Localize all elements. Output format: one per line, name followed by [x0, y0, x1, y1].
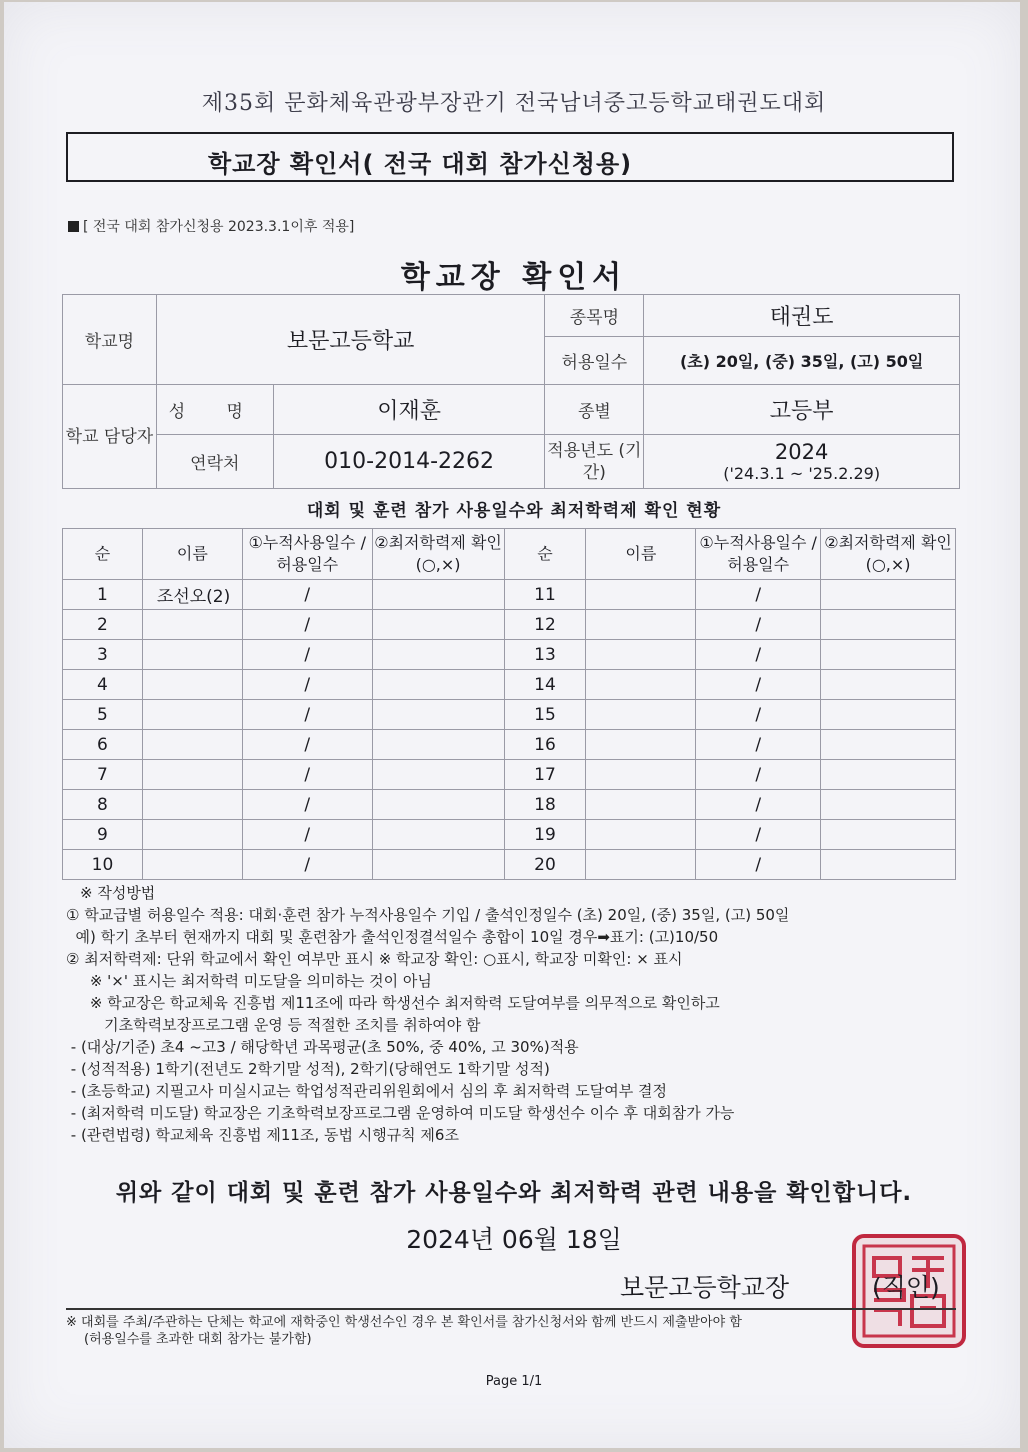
school-info-table	[62, 294, 960, 489]
row-no: 7	[63, 760, 143, 790]
row-no: 1	[63, 580, 143, 610]
row-name	[586, 850, 696, 880]
row-name	[142, 670, 242, 700]
method-line: - (대상/기준) 초4 ~고3 / 해당학년 과목평균(초 50%, 중 40%, 고 30%)적용	[66, 1038, 579, 1056]
method-line: 예) 학기 초부터 현재까지 대회 및 훈련참가 출석인정결석일수 총합이 10일 경우➡표기: (고)10/50	[66, 928, 719, 946]
row-name	[586, 730, 696, 760]
status-table	[62, 528, 956, 880]
row-days: /	[696, 700, 821, 730]
row-no: 20	[504, 850, 586, 880]
allow-value: (초) 20일, (중) 35일, (고) 50일	[644, 337, 960, 385]
row-name	[586, 820, 696, 850]
row-no: 5	[63, 700, 143, 730]
box-title: 학교장 확인서( 전국 대회 참가신청용)	[208, 150, 633, 178]
method-lines	[66, 904, 966, 1146]
table-row	[63, 700, 956, 730]
row-no: 13	[504, 640, 586, 670]
contact-value: 010-2014-2262	[273, 435, 545, 489]
row-days: /	[242, 610, 372, 640]
row-name	[142, 700, 242, 730]
col-days-header: ①누적사용일수 /허용일수	[242, 529, 372, 580]
method-line: 기초학력보장프로그램 운영 등 적절한 조치를 취하여야 함	[66, 1016, 481, 1034]
row-check	[372, 820, 504, 850]
table-row	[63, 790, 956, 820]
row-no: 10	[63, 850, 143, 880]
col-name-header: 이름	[586, 529, 696, 580]
method-line: ※ 학교장은 학교체육 진흥법 제11조에 따라 학생선수 최저학력 도달여부를 의무적으로 확인하고	[66, 994, 720, 1012]
row-days: /	[242, 700, 372, 730]
row-days: /	[242, 820, 372, 850]
row-no: 9	[63, 820, 143, 850]
table-row	[63, 820, 956, 850]
issue-date: 2024년 06월 18일	[406, 1225, 622, 1254]
row-no: 19	[504, 820, 586, 850]
col-check-header: ②최저학력제 확인(○,×)	[821, 529, 956, 580]
applicability-note: [ 전국 대회 참가신청용 2023.3.1이후 적용]	[68, 216, 354, 236]
row-days: /	[242, 670, 372, 700]
submission-note	[66, 1308, 956, 1348]
row-check	[821, 760, 956, 790]
table-row	[63, 610, 956, 640]
year-value: 2024	[774, 440, 829, 464]
confirm-statement: 위와 같이 대회 및 훈련 참가 사용일수와 최저학력 관련 내용을 확인합니다.	[115, 1180, 913, 1206]
event-title: 제35회 문화체육관광부장관기 전국남녀중고등학교태권도대회	[201, 91, 827, 116]
writing-method	[66, 882, 966, 1146]
row-days: /	[696, 730, 821, 760]
col-no-header: 순	[504, 529, 586, 580]
page-number: Page 1/1	[485, 1374, 543, 1389]
status-title: 대회 및 훈련 참가 사용일수와 최저학력제 확인 현황	[306, 501, 722, 521]
row-name	[586, 670, 696, 700]
school-label: 학교명	[63, 295, 157, 385]
note-line-2: (허용일수를 초과한 대회 참가는 불가함)	[84, 1332, 312, 1347]
row-name	[586, 580, 696, 610]
method-line: - (관련법령) 학교체육 진흥법 제11조, 동법 시행규칙 제6조	[66, 1126, 459, 1144]
table-row	[63, 850, 956, 880]
col-days-header: ①누적사용일수 /허용일수	[696, 529, 821, 580]
row-name	[142, 760, 242, 790]
row-check	[372, 700, 504, 730]
row-check	[372, 640, 504, 670]
row-name	[142, 850, 242, 880]
row-no: 8	[63, 790, 143, 820]
year-cell	[644, 435, 960, 489]
row-check	[821, 640, 956, 670]
name-value: 이재훈	[273, 385, 545, 435]
row-no: 14	[504, 670, 586, 700]
year-period: ('24.3.1 ~ '25.2.29)	[723, 464, 881, 483]
col-name-header: 이름	[142, 529, 242, 580]
row-name	[142, 610, 242, 640]
row-days: /	[696, 610, 821, 640]
row-check	[821, 700, 956, 730]
method-line: - (최저학력 미도달) 학교장은 기초학력보장프로그램 운영하여 미도달 학생선수 이수 후 대회참가 가능	[66, 1104, 735, 1122]
row-name	[142, 730, 242, 760]
allow-label: 허용일수	[545, 337, 644, 385]
row-no: 17	[504, 760, 586, 790]
division-value: 고등부	[644, 385, 960, 435]
seal-label: (직인)	[872, 1273, 940, 1302]
row-days: /	[242, 730, 372, 760]
row-no: 16	[504, 730, 586, 760]
row-check	[821, 820, 956, 850]
table-row	[63, 670, 956, 700]
table-row	[63, 760, 956, 790]
row-check	[372, 610, 504, 640]
event-label: 종목명	[545, 295, 644, 337]
division-label: 종별	[545, 385, 644, 435]
row-days: /	[696, 820, 821, 850]
row-no: 4	[63, 670, 143, 700]
row-name	[142, 640, 242, 670]
row-days: /	[242, 760, 372, 790]
table-row	[63, 640, 956, 670]
table-row	[63, 730, 956, 760]
name-label: 성 명	[156, 385, 273, 435]
row-no: 2	[63, 610, 143, 640]
row-check	[821, 790, 956, 820]
row-days: /	[242, 640, 372, 670]
row-days: /	[696, 850, 821, 880]
row-check	[372, 580, 504, 610]
row-check	[372, 790, 504, 820]
row-name	[586, 760, 696, 790]
row-days: /	[242, 850, 372, 880]
col-check-header: ②최저학력제 확인(○,×)	[372, 529, 504, 580]
row-no: 3	[63, 640, 143, 670]
row-name	[586, 790, 696, 820]
row-days: /	[242, 790, 372, 820]
row-check	[821, 850, 956, 880]
method-line: ① 학교급별 허용일수 적용: 대회·훈련 참가 누적사용일수 기입 / 출석인정일수 (초) 20일, (중) 35일, (고) 50일	[66, 906, 790, 924]
main-title: 학교장 확인서	[400, 260, 628, 295]
row-no: 11	[504, 580, 586, 610]
row-days: /	[696, 670, 821, 700]
school-value: 보문고등학교	[156, 295, 545, 385]
row-name: 조선오(2)	[142, 580, 242, 610]
row-name	[586, 640, 696, 670]
method-line: - (초등학교) 지필고사 미실시교는 학업성적관리위원회에서 심의 후 최저학력 도달여부 결정	[66, 1082, 667, 1100]
method-line: ※ '×' 표시는 최저학력 미도달을 의미하는 것이 아님	[66, 972, 432, 990]
row-check	[821, 580, 956, 610]
note-line-1: ※ 대회를 주최/주관하는 단체는 학교에 재학중인 학생선수인 경우 본 확인서를 참가신청서와 함께 반드시 제출받아야 함	[66, 1315, 742, 1330]
col-no-header: 순	[63, 529, 143, 580]
row-check	[372, 670, 504, 700]
row-no: 12	[504, 610, 586, 640]
year-label: 적용년도 (기간)	[545, 435, 644, 489]
square-bullet-icon	[68, 221, 79, 232]
row-days: /	[696, 640, 821, 670]
row-no: 6	[63, 730, 143, 760]
row-name	[142, 820, 242, 850]
principal-name: 보문고등학교장	[620, 1273, 790, 1302]
row-no: 18	[504, 790, 586, 820]
row-check	[821, 610, 956, 640]
row-days: /	[696, 790, 821, 820]
method-line: ② 최저학력제: 단위 학교에서 확인 여부만 표시 ※ 학교장 확인: ○표시, 학교장 미확인: × 표시	[66, 950, 683, 968]
row-check	[821, 670, 956, 700]
row-no: 15	[504, 700, 586, 730]
event-value: 태권도	[644, 295, 960, 337]
row-check	[372, 760, 504, 790]
method-line: - (성적적용) 1학기(전년도 2학기말 성적), 2학기(당해연도 1학기말 성적)	[66, 1060, 550, 1078]
title-box	[66, 132, 954, 182]
row-check	[372, 730, 504, 760]
method-title: ※ 작성방법	[80, 884, 156, 902]
row-name	[142, 790, 242, 820]
manager-label: 학교 담당자	[63, 385, 157, 489]
row-days: /	[242, 580, 372, 610]
row-check	[372, 850, 504, 880]
table-row	[63, 580, 956, 610]
row-name	[586, 700, 696, 730]
row-days: /	[696, 760, 821, 790]
row-name	[586, 610, 696, 640]
contact-label: 연락처	[156, 435, 273, 489]
row-check	[821, 730, 956, 760]
row-days: /	[696, 580, 821, 610]
